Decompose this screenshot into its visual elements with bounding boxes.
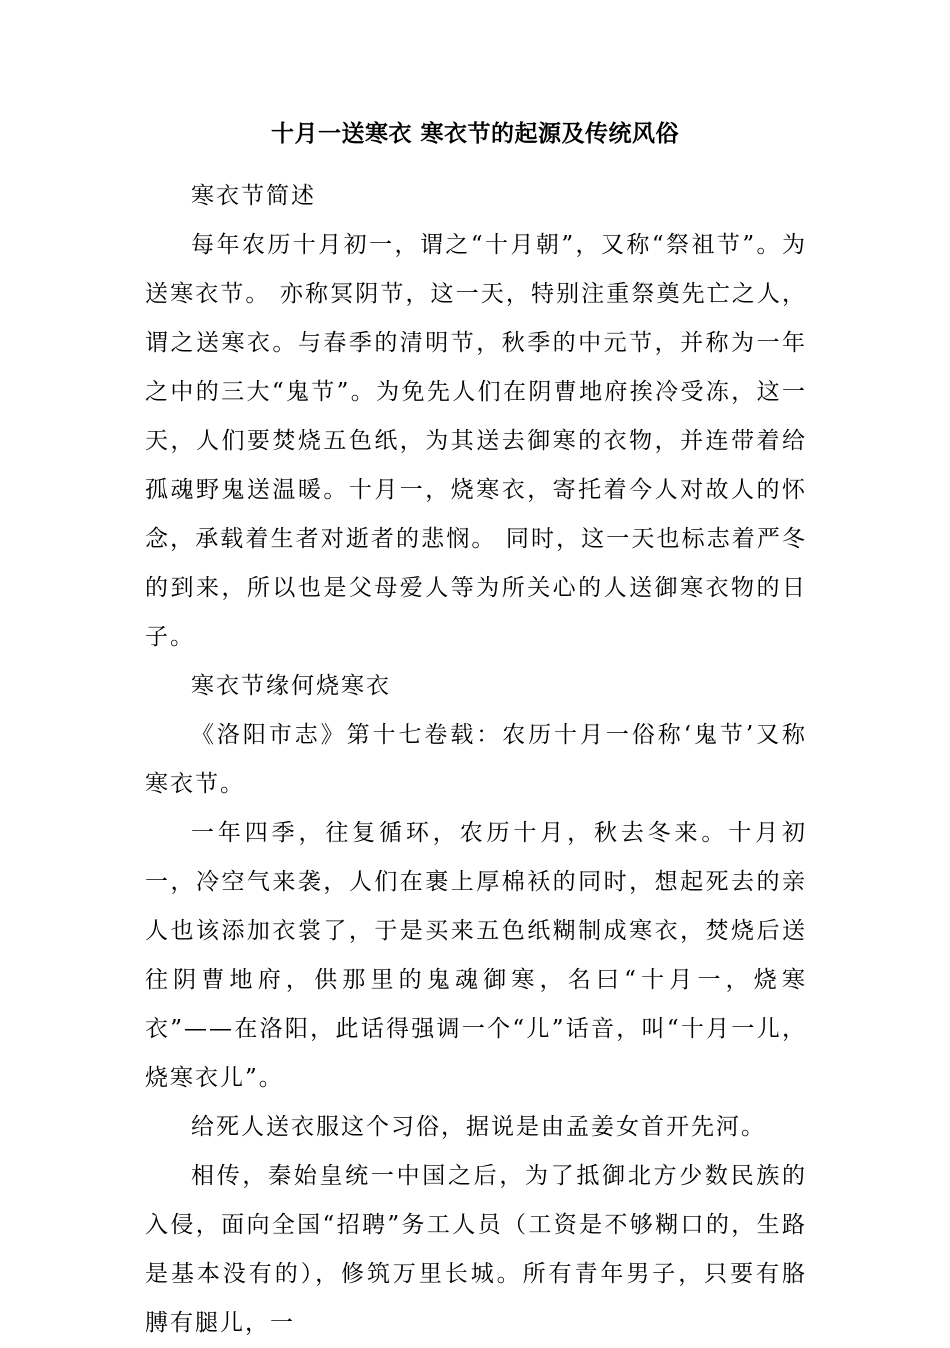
paragraph-meng-jiangnu: 给死人送衣服这个习俗，据说是由孟姜女首开先河。 xyxy=(191,1114,766,1140)
paragraph-luoyang-record: 《洛阳市志》第十七卷载：农历十月一俗称‘鬼节’又称寒衣节。 xyxy=(145,722,807,797)
section-heading-why-burn: 寒衣节缘何烧寒衣 xyxy=(191,673,391,699)
paragraph-seasons: 一年四季，往复循环，农历十月，秋去冬来。十月初一，冷空气来袭，人们在裹上厚棉袄的同时，想起死去的亲人也该添加衣裳了，于是买来五色纸糊制成寒衣，焚烧后送往阴曹地府，供那里的鬼魂御寒，名曰“十月一，烧寒衣”——在洛阳，此话得强调一个“儿”话音，叫“十月一儿，烧寒衣儿”。 xyxy=(145,820,807,1091)
document-title: 十月一送寒衣 寒衣节的起源及传统风俗 xyxy=(270,121,679,147)
document-body xyxy=(145,172,807,1348)
section-heading-overview: 寒衣节简述 xyxy=(191,183,316,209)
paragraph-legend: 相传，秦始皇统一中国之后，为了抵御北方少数民族的入侵，面向全国“招聘”务工人员（工资是不够糊口的，生路是基本没有的），修筑万里长城。所有青年男子，只要有胳膊有腿儿，一 xyxy=(145,1163,807,1336)
paragraph-overview: 每年农历十月初一，谓之“十月朝”，又称“祭祖节”。为送寒衣节。 亦称冥阴节，这一天，特别注重祭奠先亡之人，谓之送寒衣。与春季的清明节，秋季的中元节，并称为一年之中的三大“鬼节”。为免先人们在阴曹地府挨冷受冻，这一天，人们要焚烧五色纸，为其送去御寒的衣物，并连带着给孤魂野鬼送温暖。十月一，烧寒衣，寄托着今人对故人的怀念，承载着生者对逝者的悲悯。 同时，这一天也标志着严冬的到来，所以也是父母爱人等为所关心的人送御寒衣物的日子。 xyxy=(145,232,807,650)
